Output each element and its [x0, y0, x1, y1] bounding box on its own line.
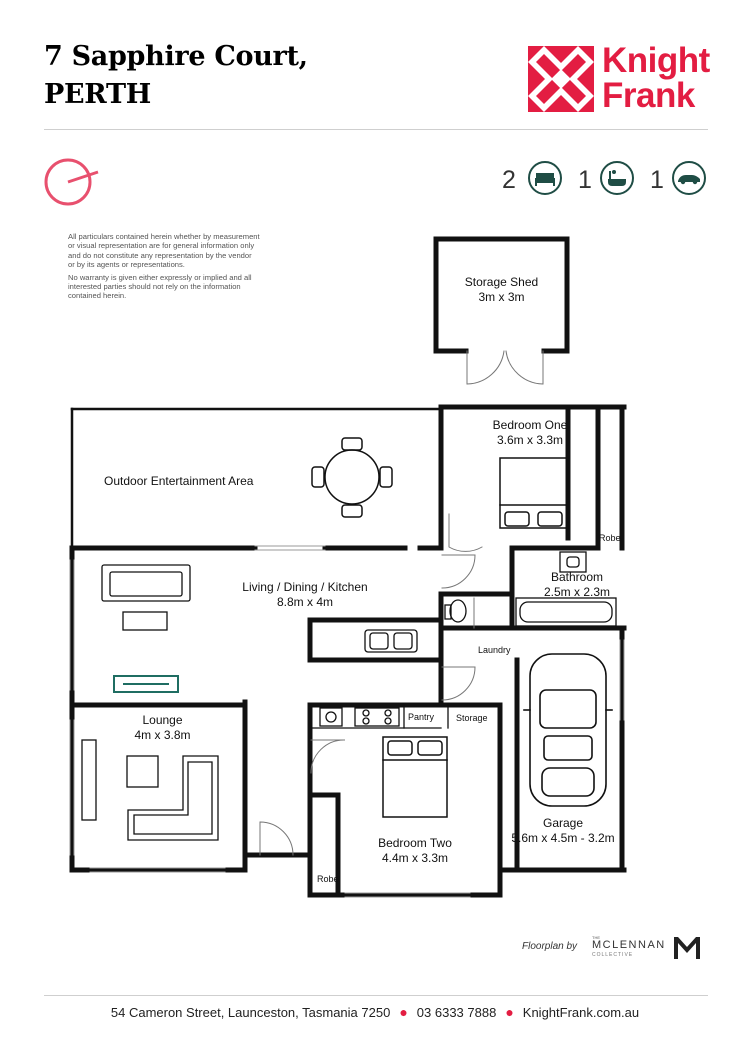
bedroom-two-name: Bedroom Two	[378, 836, 452, 850]
room-living	[225, 580, 385, 610]
lounge-size: 4m x 3.8m	[134, 728, 191, 742]
separator-dot: ●	[399, 1004, 408, 1020]
brand-word-frank: Frank	[602, 76, 695, 115]
address-line-2: PERTH	[44, 79, 151, 110]
room-lounge	[100, 713, 225, 743]
footer-address: 54 Cameron Street, Launceston, Tasmania 7250	[110, 1005, 391, 1020]
garage-size: 5.6m x 4.5m - 3.2m	[511, 831, 615, 845]
sofa-icon	[102, 565, 190, 630]
disclaimer-paragraph-2: No warranty is given either expressly or implied and all interested parties should not rely on the information contained herein.	[68, 272, 252, 301]
footer-website[interactable]: KnightFrank.com.au	[522, 1005, 640, 1020]
garage-name: Garage	[542, 816, 584, 830]
storage-shed-size: 3m x 3m	[478, 290, 525, 304]
lounge-sofa-icon	[82, 740, 218, 840]
laundry-label: Laundry	[478, 645, 511, 655]
storage-shed-name: Storage Shed	[464, 275, 539, 289]
kitchen-sink-icon	[365, 630, 417, 652]
mclennan-small-text: THE	[592, 935, 600, 940]
mclennan-mark-icon	[674, 937, 700, 959]
footer-phone[interactable]: 03 6333 7888	[416, 1005, 497, 1020]
disclaimer-paragraph-1: All particulars contained herein whether by measurement or visual representation are for general information only and do not constitute any representation by the vendor or by its agents or representations.	[68, 232, 260, 270]
lounge-name: Lounge	[142, 713, 183, 727]
bathroom-count: 1	[578, 166, 592, 194]
storage-shed-outline	[436, 239, 567, 384]
living-name: Living / Dining / Kitchen	[242, 580, 368, 594]
bedroom-count: 2	[502, 166, 516, 194]
door-swings	[260, 514, 482, 855]
room-bathroom	[537, 570, 617, 600]
room-garage	[507, 816, 619, 846]
bathroom-name: Bathroom	[550, 570, 604, 584]
storage-label: Storage	[456, 713, 488, 723]
room-bedroom-one	[460, 418, 600, 448]
car-plan-icon	[524, 654, 612, 806]
brand-word-knight: Knight	[602, 41, 710, 80]
address-line-1: 7 Sapphire Court,	[44, 41, 308, 72]
bathroom-size: 2.5m x 2.3m	[543, 585, 611, 599]
footer-contact	[0, 1004, 750, 1020]
living-size: 8.8m x 4m	[276, 595, 333, 609]
bed-two-icon	[383, 737, 447, 817]
outdoor-area-label: Outdoor Entertainment Area	[104, 474, 254, 488]
mclennan-logo	[592, 935, 710, 963]
room-storage-shed	[436, 275, 567, 305]
room-bedroom-two	[350, 836, 480, 866]
separator-dot: ●	[505, 1004, 514, 1020]
mclennan-name: MCLENNAN	[592, 939, 666, 951]
bedroom-two-size: 4.4m x 3.3m	[381, 851, 449, 865]
dining-table-icon	[312, 438, 392, 517]
robe-top-label: Robe	[599, 533, 621, 543]
mclennan-sub: COLLECTIVE	[592, 952, 634, 958]
car-count: 1	[650, 166, 664, 194]
bedroom-one-name: Bedroom One	[492, 418, 568, 432]
bed-one-icon	[500, 458, 568, 528]
robe-bottom-label: Robe	[317, 874, 339, 884]
floorplan-credit-label: Floorplan by	[522, 941, 578, 952]
footer-divider	[44, 995, 708, 996]
bedroom-one-size: 3.6m x 3.3m	[496, 433, 564, 447]
pantry-label: Pantry	[408, 712, 435, 722]
